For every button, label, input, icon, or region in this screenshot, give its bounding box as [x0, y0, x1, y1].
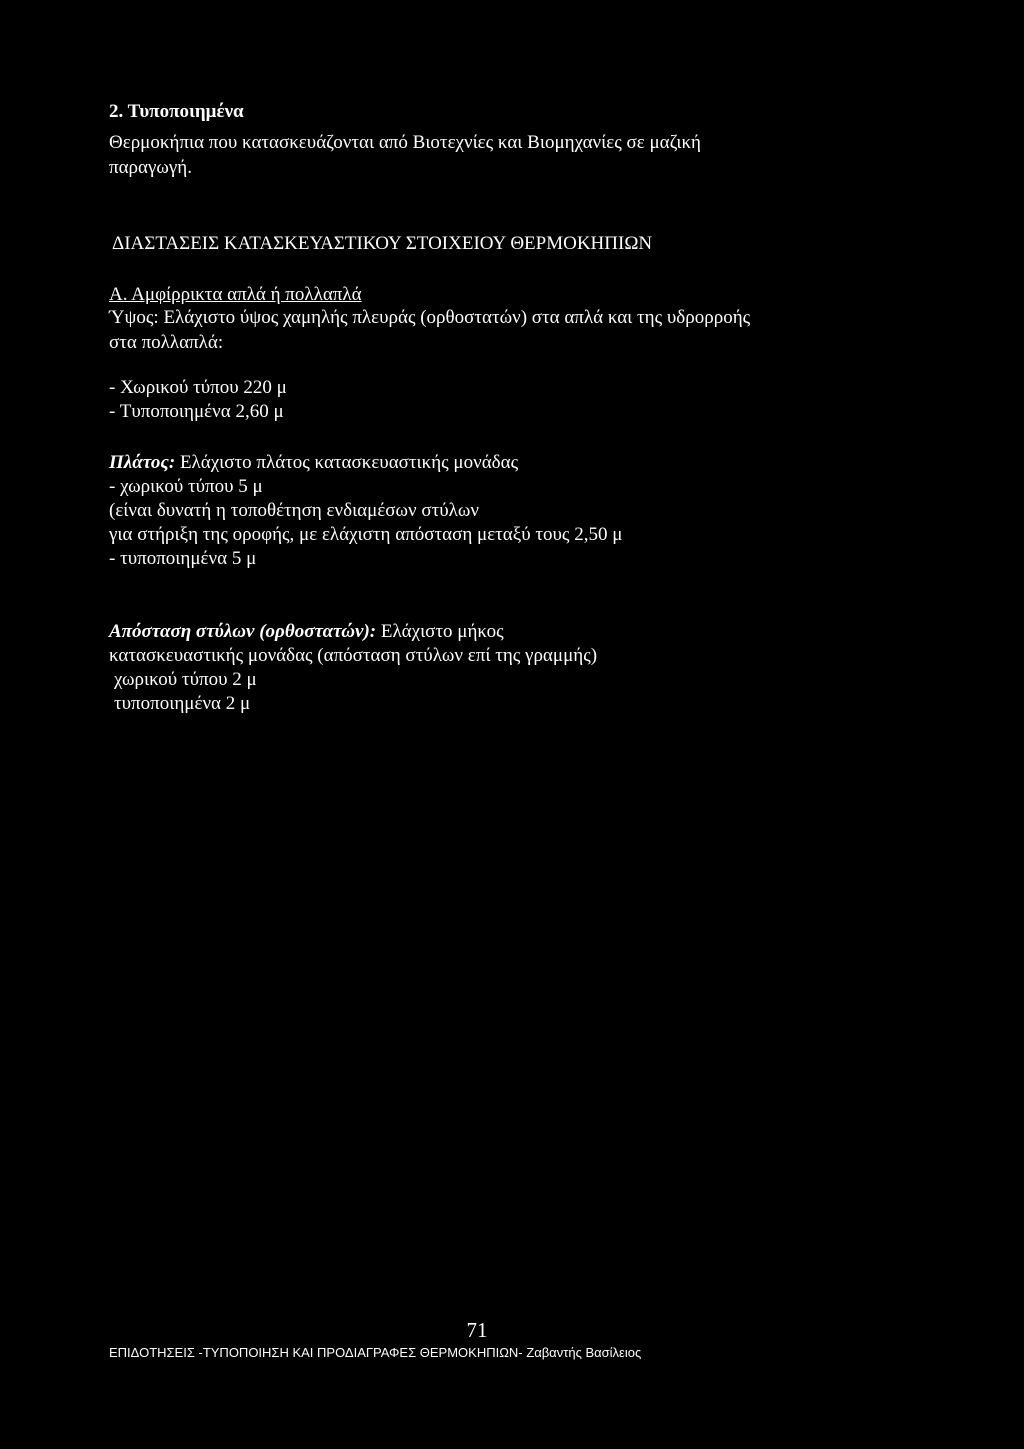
distance-heading [109, 620, 504, 644]
width-item-1: - χωρικού τύπου 5 μ [109, 476, 263, 497]
width-label: Πλάτος: [109, 452, 176, 473]
height-item-1: - Χωρικού τύπου 220 μ [109, 377, 287, 398]
width-item-4: - τυποποιημένα 5 μ [109, 548, 257, 569]
width-item-2: (είναι δυνατή η τοποθέτηση ενδιαμέσων στύλων [109, 500, 479, 521]
width-heading [109, 451, 518, 475]
distance-text: Ελάχιστο μήκος [376, 621, 504, 642]
height-item-2: - Τυποποιημένα 2,60 μ [109, 401, 284, 422]
intro-line-1: Θερμοκήπια που κατασκευάζονται από Βιοτεχνίες και Βιομηχανίες σε μαζική [109, 132, 701, 153]
width-item-3: για στήριξη της οροφής, με ελάχιστη απόσταση μεταξύ τους 2,50 μ [109, 524, 623, 545]
distance-line-2: κατασκευαστικής μονάδας (απόσταση στύλων επί της γραμμής) [109, 645, 598, 666]
dimensions-title: ΔΙΑΣΤΑΣΕΙΣ ΚΑΤΑΣΚΕΥΑΣΤΙΚΟΥ ΣΤΟΙΧΕΙΟΥ ΘΕΡΜΟΚΗΠΙΩΝ [112, 233, 653, 254]
section-heading: 2. Τυποποιημένα [109, 101, 244, 122]
height-line-1: Ύψος: Ελάχιστο ύψος χαμηλής πλευράς (ορθοστατών) στα απλά και της υδρορροής [109, 307, 751, 328]
subsection-a-title: Α. Αμφίρρικτα απλά ή πολλαπλά [109, 284, 362, 305]
width-text: Ελάχιστο πλάτος κατασκευαστικής μονάδας [175, 452, 519, 473]
intro-line-2: παραγωγή. [109, 157, 192, 178]
footer-text: ΕΠΙΔΟΤΗΣΕΙΣ -ΤΥΠΟΠΟΙΗΣΗ ΚΑΙ ΠΡΟΔΙΑΓΡΑΦΕΣ ΘΕΡΜΟΚΗΠΙΩΝ- Ζαβαντής Βασίλειος [109, 1345, 642, 1360]
distance-line-4: τυποποιημένα 2 μ [114, 693, 251, 714]
distance-line-3: χωρικού τύπου 2 μ [114, 669, 257, 690]
distance-label: Απόσταση στύλων (ορθοστατών): [109, 621, 377, 642]
height-line-2: στα πολλαπλά: [109, 332, 224, 353]
page-number: 71 [466, 1318, 488, 1342]
